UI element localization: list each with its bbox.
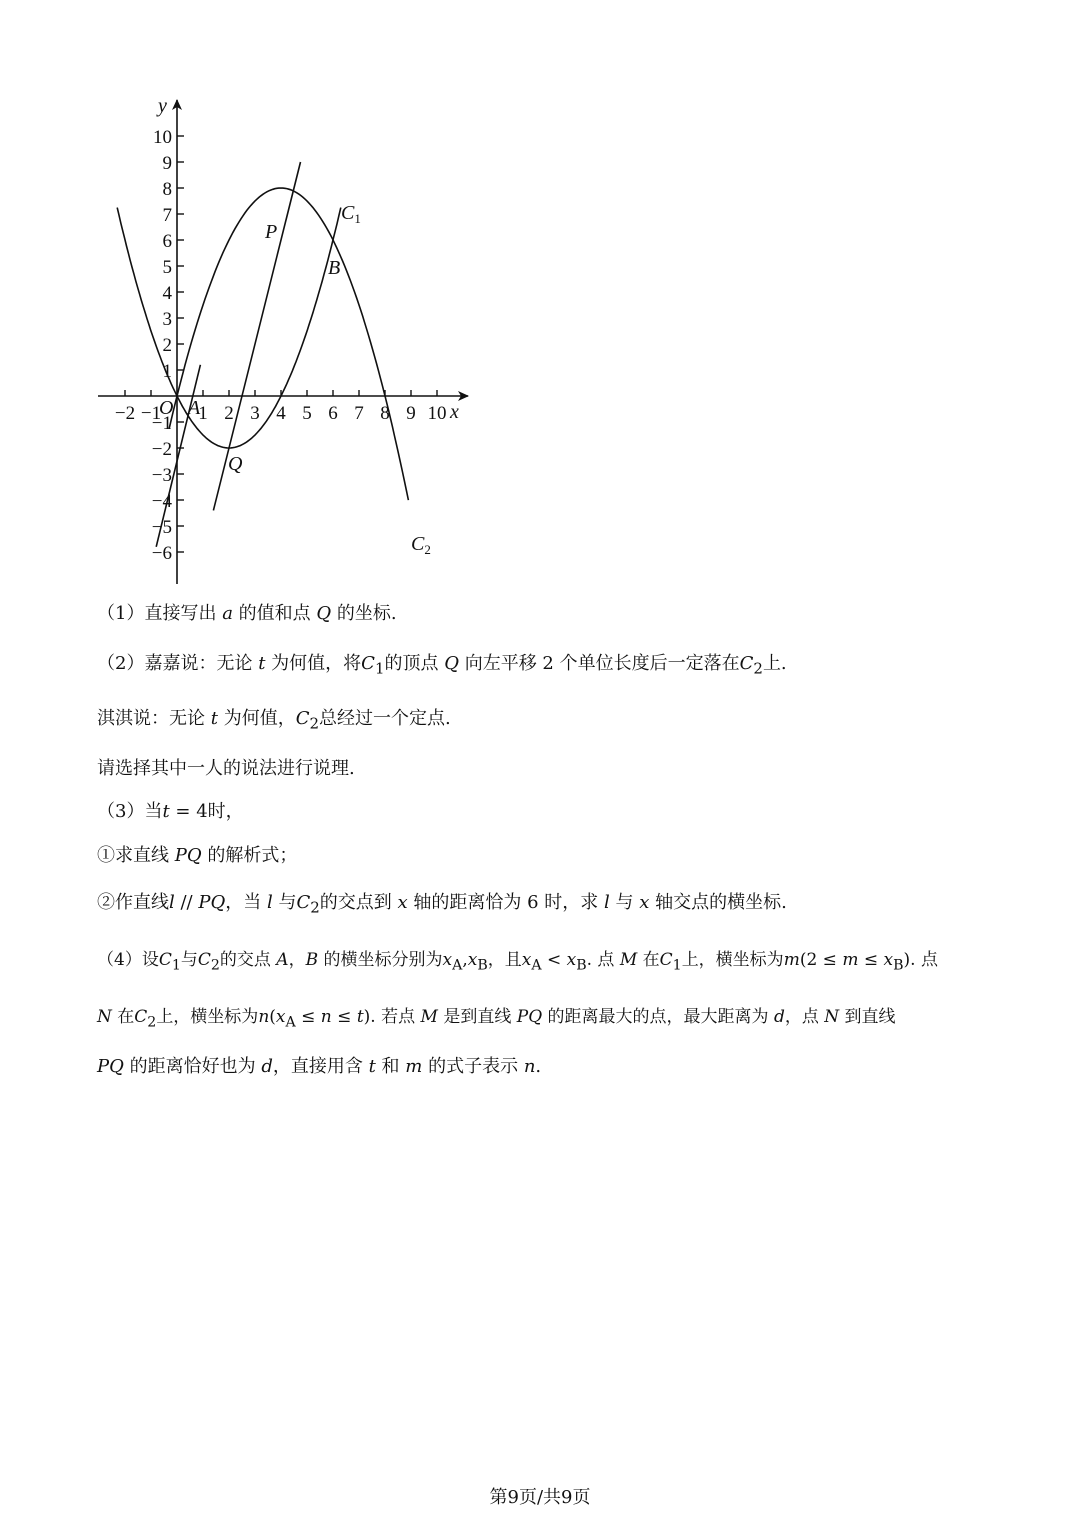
y-tick-label: −5: [151, 517, 172, 538]
question-4-line-3: PQ 的距离恰好也为 d，直接用含 t 和 m 的式子表示 n.: [97, 1056, 542, 1077]
y-tick-label: 8: [162, 179, 172, 200]
x-axis-label: x: [450, 401, 459, 423]
function-graph: [90, 92, 480, 592]
y-tick-label: 6: [162, 231, 172, 252]
question-2-qiqi: 淇淇说：无论 t 为何值，$C_2$总经过一个定点.: [97, 708, 451, 733]
question-2-instruction: 请选择其中一人的说法进行说理.: [97, 758, 355, 779]
y-tick-label: 9: [162, 153, 172, 174]
x-tick-label: 8: [380, 403, 390, 424]
x-tick-label: 3: [250, 403, 260, 424]
line-pq: [213, 162, 300, 510]
x-tick-label: −2: [114, 403, 136, 424]
question-3-part-1: ①求直线 PQ 的解析式；: [97, 845, 298, 866]
y-tick-label: 3: [162, 309, 172, 330]
tick-labels: [115, 127, 447, 564]
x-tick-label: 5: [302, 403, 312, 424]
point-a-label: A: [188, 397, 201, 419]
point-q-label: Q: [228, 453, 243, 475]
y-tick-label: 4: [162, 283, 172, 304]
y-tick-label: −4: [151, 491, 172, 512]
question-4: （4）设$C_1$与$C_2$的交点 A，B 的横坐标分别为$x_A,x_B$，且$x_A < x_B$. 点 M 在$C_1$上，横坐标为$m(2 \le m \le x_B)$. 点: [97, 950, 938, 974]
page-number: 第9页/共9页: [489, 1487, 591, 1508]
y-axis-label: y: [158, 95, 167, 117]
origin-label: O: [159, 397, 174, 419]
y-tick-label: −2: [151, 439, 172, 460]
question-1: （1）直接写出 a 的值和点 Q 的坐标.: [97, 603, 397, 624]
x-tick-label: 10: [427, 403, 447, 424]
point-p-label: P: [265, 221, 278, 243]
curve-c2-label: $C_2$: [411, 533, 431, 557]
curve-c2: [169, 188, 408, 500]
question-3: （3）当t = 4时，: [97, 801, 244, 822]
y-tick-label: 7: [162, 205, 172, 226]
x-tick-label: −1: [140, 403, 162, 424]
question-3-part-2: ②作直线l // PQ，当 l 与$C_2$的交点到 x 轴的距离恰为 6 时，求 l 与 x 轴交点的横坐标.: [97, 892, 787, 917]
x-tick-label: 4: [276, 403, 286, 424]
y-tick-label: −6: [151, 543, 172, 564]
y-tick-label: 5: [162, 257, 172, 278]
x-tick-label: 1: [198, 403, 208, 424]
point-b-label: B: [328, 257, 341, 279]
curve-c1-label: $C_1$: [341, 202, 361, 226]
x-tick-label: 7: [354, 403, 364, 424]
x-tick-label: 6: [328, 403, 338, 424]
question-4-line-2: N 在$C_2$上，横坐标为$n(x_A \le n \le t)$. 若点 M 是到直线 PQ 的距离最大的点，最大距离为 d，点 N 到直线: [97, 1007, 896, 1031]
y-tick-label: −3: [151, 465, 172, 486]
x-tick-label: 2: [224, 403, 234, 424]
y-tick-label: 1: [162, 361, 172, 382]
question-2: （2）嘉嘉说：无论 t 为何值，将$C_1$的顶点 Q 向左平移 2 个单位长度后一定落在$C_2$上.: [97, 653, 787, 678]
x-tick-label: 9: [406, 403, 416, 424]
y-tick-label: 10: [153, 127, 172, 148]
y-tick-label: 2: [162, 335, 172, 356]
y-tick-label: −1: [151, 413, 172, 434]
